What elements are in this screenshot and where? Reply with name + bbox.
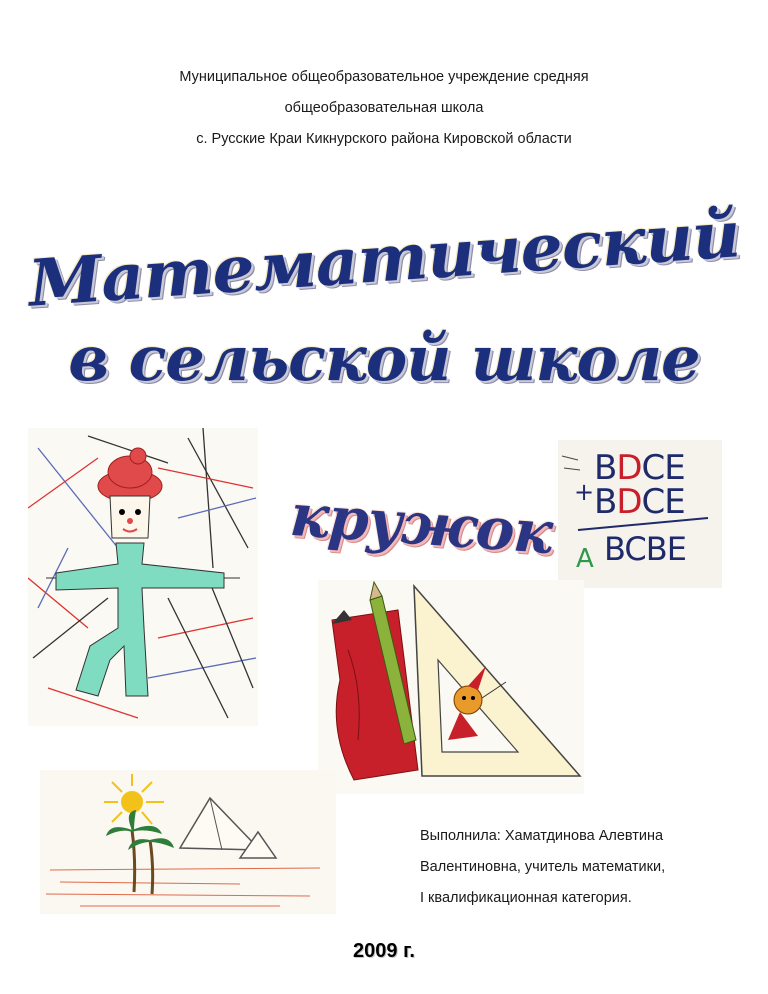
school-name-line-1: Муниципальное общеобразовательное учреждение средняя [179,69,589,85]
puzzle-row1-b: B [594,448,617,488]
puzzle-result-a: A [576,544,594,574]
triangle-pencil-drawing [318,580,584,794]
title-wordart-line-3: кружок [287,480,555,568]
author-line-3: I квалификационная категория. [420,890,632,906]
school-name-line-2: общеобразовательная школа [284,100,484,116]
author-line-2: Валентиновна, учитель математики, [420,859,666,875]
title-wordart-line-2: в сельской школе [68,322,700,395]
puzzle-result: BCBE [604,530,686,568]
puzzle-plus-sign: + [574,478,595,506]
scarecrow-drawing [28,428,258,726]
year-label: 2009 г. [353,940,415,962]
letter-puzzle-card: BDCE + BDCE A BCBE [558,440,722,588]
author-line-1: Выполнила: Хаматдинова Алевтина [420,828,664,844]
title-wordart-line-1: Математический [25,197,743,322]
desert-pyramids-drawing [40,770,336,914]
school-location-line: с. Русские Краи Кикнурского района Кировской области [196,131,572,147]
